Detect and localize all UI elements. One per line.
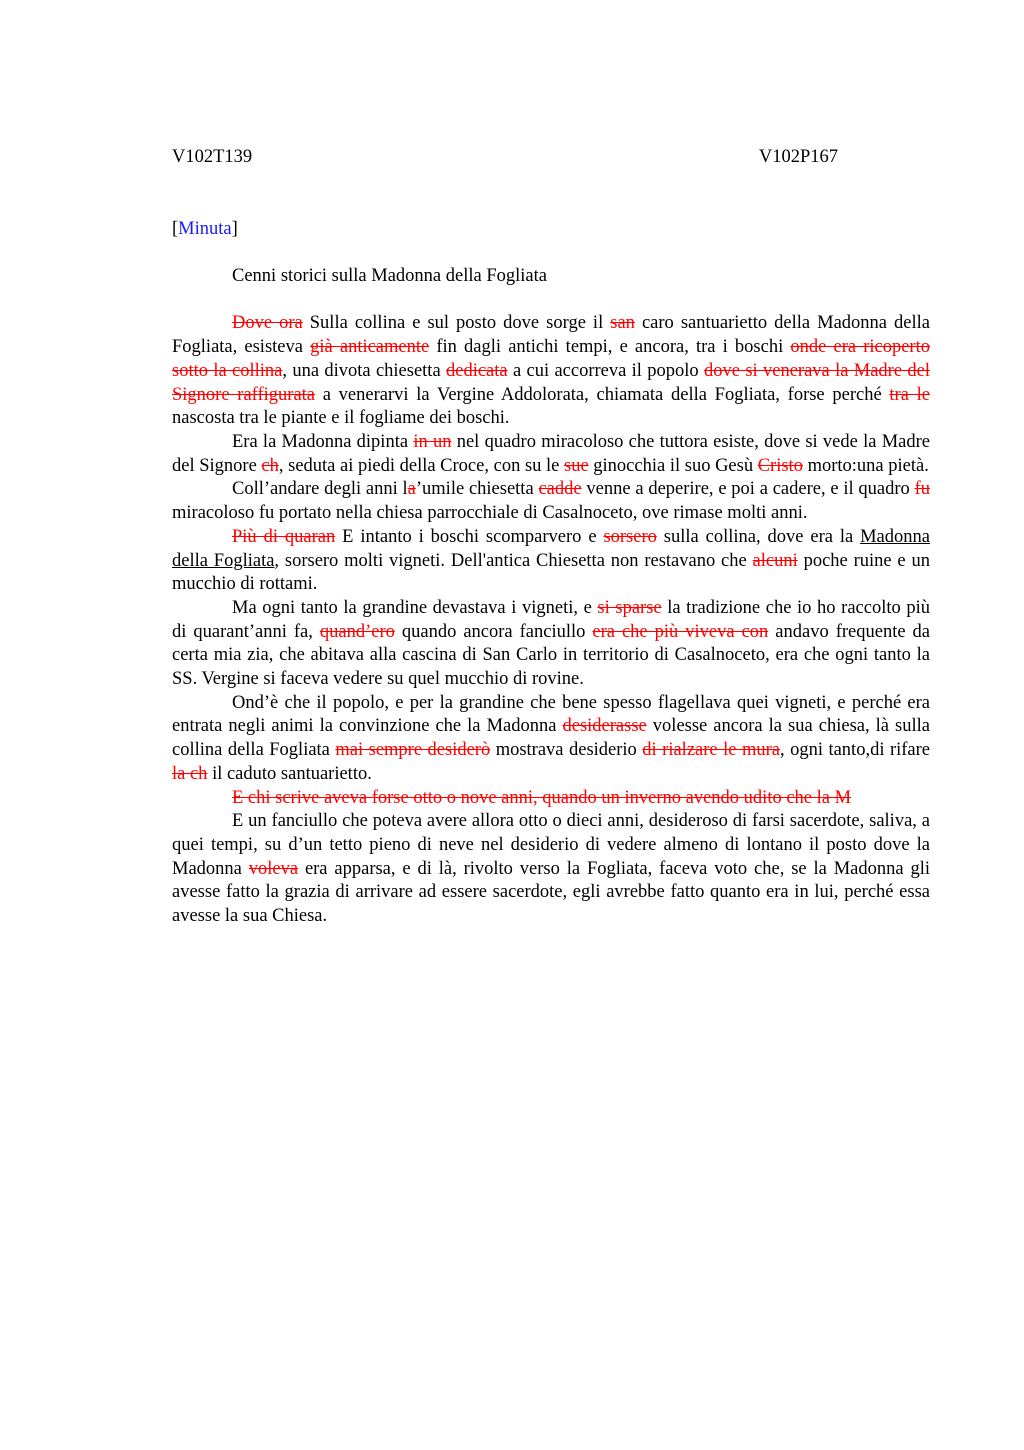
paragraph-text: , una divota chiesetta	[282, 360, 446, 381]
body-paragraph	[172, 312, 930, 431]
document-title: Cenni storici sulla Madonna della Fogliata	[232, 266, 547, 287]
paragraph-text: era apparsa, e di là, rivolto verso la Fogliata, faceva voto che, se la Madonna gli avesse fatto la grazia di arrivare ad essere sacerdote, egli avrebbe fatto quanto era in lui, perché essa avesse la sua Chiesa.	[172, 858, 930, 927]
body-paragraph	[172, 526, 930, 597]
paragraph-text: mostrava desiderio	[490, 740, 643, 761]
underlined-text: Madonna della Fogliata	[172, 526, 930, 571]
label-open-bracket: [	[172, 218, 179, 239]
paragraph-text: E intanto i boschi scomparvero e	[335, 526, 604, 547]
document-body	[172, 312, 930, 928]
paragraph-text: , seduta ai piedi della Croce, con su le	[278, 455, 564, 476]
paragraph-text: Sulla collina e sul posto dove sorge il	[302, 313, 611, 334]
paragraph-text: fin dagli antichi tempi, e ancora, tra i boschi	[429, 337, 791, 358]
deleted-text: dove si venerava la Madre del Signore raffigurata	[172, 360, 930, 405]
deleted-text: desiderasse	[562, 716, 647, 737]
deleted-text: Dove ora	[232, 313, 303, 334]
paragraph-text: la tradizione che io ho raccolto più di quarant’anni fa,	[172, 597, 930, 642]
deleted-text: voleva	[248, 858, 299, 879]
body-paragraph	[172, 431, 930, 478]
paragraph-text: miracoloso fu portato nella chiesa parrocchiale di Casalnoceto, ove rimase molti anni.	[172, 503, 808, 524]
paragraph-text: a cui accorreva il popolo	[507, 360, 705, 381]
paragraph-text: nel quadro miracoloso che tuttora esiste, dove si vede la Madre del Signore	[172, 432, 931, 476]
deleted-text: ch	[261, 455, 279, 476]
body-paragraph	[172, 810, 930, 929]
deleted-text: E chi scrive aveva forse otto o nove anni, quando un inverno avendo udito che la M	[232, 787, 852, 808]
paragraph-text: , sorsero molti vigneti. Dell'antica Chiesetta non restavano che	[274, 550, 753, 571]
deleted-text: sue	[564, 455, 589, 476]
paragraph-text: andavo frequente da certa mia zia, che abitava alla cascina di San Carlo in territorio di Casalnoceto, era che ogni tanto la SS. Vergine si faceva vedere su quel mucchio di rovine.	[172, 621, 930, 690]
deleted-text: era che più viveva con	[592, 621, 769, 642]
deleted-text: cadde	[538, 479, 582, 500]
paragraph-text: , ogni tanto,di rifare	[779, 740, 930, 761]
paragraph-text: morto:una pietà.	[802, 455, 929, 476]
right-document-code: V102P167	[758, 147, 838, 167]
deleted-text: in un	[413, 432, 452, 452]
paragraph-text: sulla collina, dove era la	[656, 526, 861, 547]
document-label	[172, 218, 930, 242]
label-word: Minuta	[178, 218, 232, 239]
deleted-text: mai sempre desiderò	[335, 740, 491, 761]
paragraph-text: Coll’andare degli anni l	[232, 479, 408, 500]
deleted-text: Più di quaran	[232, 526, 336, 547]
deleted-text: dedicata	[446, 360, 508, 381]
deleted-text: fu	[914, 479, 930, 500]
body-paragraph	[172, 692, 930, 787]
paragraph-text: nascosta tra le piante e il fogliame dei boschi.	[172, 408, 510, 429]
document-header	[172, 146, 838, 170]
deleted-text: si sparse	[597, 597, 662, 618]
paragraph-text: caro santuarietto della Madonna della Fogliata, esisteva	[172, 313, 930, 358]
deleted-text: tra le	[889, 384, 930, 405]
paragraph-text: Ond’è che il popolo, e per la grandine che bene spesso flagellava quei vigneti, e perché era entrata negli animi la convinzione che la Madonna	[172, 692, 930, 737]
paragraph-text: ginocchia il suo Gesù	[588, 455, 758, 476]
body-paragraph	[172, 478, 930, 525]
paragraph-text: venne a deperire, e poi a cadere, e il quadro	[581, 479, 915, 500]
paragraph-text: Era la Madonna dipinta	[232, 432, 414, 452]
paragraph-text: E un fanciullo che poteva avere allora otto o dieci anni, desideroso di farsi sacerdote, saliva, a quei tempi, su d’un tetto pieno di neve nel desiderio di vedere almeno di lontano il posto dove la Madonna	[172, 811, 930, 879]
deleted-text: alcuni	[752, 550, 798, 571]
paragraph-text: quando ancora fanciullo	[394, 621, 593, 642]
paragraph-text: a venerarvi la Vergine Addolorata, chiamata della Fogliata, forse perché	[315, 384, 890, 405]
paragraph-text: poche ruine e un mucchio di rottami.	[172, 550, 930, 595]
paragraph-text: ’umile chiesetta	[415, 479, 539, 500]
deleted-text: di rialzare le mura	[642, 740, 780, 761]
document-page	[172, 146, 930, 929]
body-paragraph	[172, 787, 930, 811]
deleted-text: san	[610, 313, 635, 334]
deleted-text: Cristo	[757, 455, 803, 476]
label-close-bracket: ]	[231, 218, 238, 239]
deleted-text: sorsero	[603, 526, 657, 547]
paragraph-text: il caduto santuarietto.	[207, 763, 372, 784]
deleted-text: la ch	[172, 763, 208, 784]
body-paragraph	[172, 597, 930, 692]
deleted-text: quand’ero	[319, 621, 395, 642]
left-document-code: V102T139	[172, 147, 253, 167]
paragraph-text: volesse ancora la sua chiesa, là sulla collina della Fogliata	[172, 716, 930, 761]
deleted-text: a	[407, 479, 416, 500]
deleted-text: già anticamente	[310, 337, 430, 358]
deleted-text: onde era ricoperto sotto la collina	[172, 337, 930, 381]
paragraph-text: Ma ogni tanto la grandine devastava i vigneti, e	[232, 597, 598, 618]
